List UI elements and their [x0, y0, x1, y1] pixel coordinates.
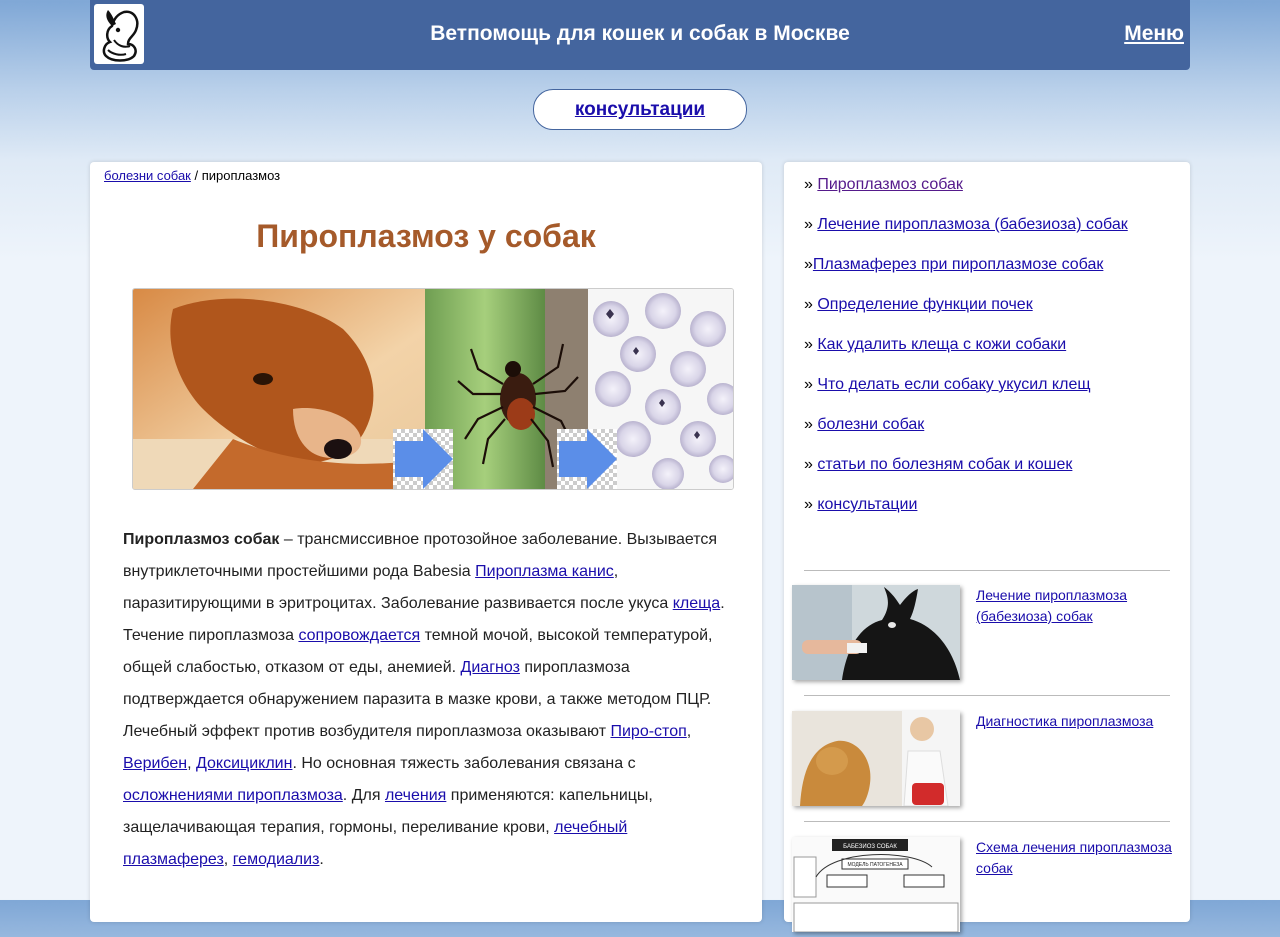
plasmapheresis-link[interactable]: лечебный плазмаферез — [123, 819, 628, 868]
consultations-button[interactable] — [533, 89, 747, 130]
sidebar-link[interactable]: Определение функции почек — [817, 296, 1033, 313]
related-card-link[interactable]: Лечение пироплазмоза (бабезиоза) собак — [976, 587, 1128, 624]
page-title: Пироплазмоз у собак — [256, 218, 596, 254]
article-text-span: . Но основная тяжесть заболевания связана с — [292, 755, 636, 772]
breadcrumb — [104, 168, 280, 183]
article-text-span: , — [187, 755, 197, 772]
sidebar-link[interactable]: Как удалить клеща с кожи собаки — [817, 336, 1067, 353]
sidebar-link[interactable]: Что делать если собаку укусил клещ — [817, 376, 1091, 393]
article-text-span: , паразитирующими в эритроцитах. Заболевание развивается после укуса — [123, 563, 673, 612]
hemodialysis-link[interactable]: гемодиализ — [232, 851, 320, 868]
article-text-span: . — [319, 851, 324, 868]
bullet: » — [804, 216, 818, 233]
arrow-right-icon — [557, 429, 617, 489]
sidebar-link[interactable]: Плазмаферез при пироплазмозе собак — [812, 256, 1104, 273]
breadcrumb-separator: / — [190, 168, 202, 183]
symptoms-link[interactable]: сопровождается — [298, 627, 421, 644]
dog-treatment-thumbnail[interactable] — [792, 585, 960, 680]
article-text-span: . Для — [342, 787, 385, 804]
piroplasma-canis-link[interactable]: Пироплазма канис — [475, 563, 614, 580]
article-lead-term: Пироплазмоз собак — [123, 531, 280, 548]
sidebar-item-plasmapheresis — [804, 252, 1128, 292]
bullet: » — [804, 336, 818, 353]
sidebar-item-consultations — [804, 492, 1128, 532]
breadcrumb-current: пироплазмоз — [201, 168, 281, 183]
sidebar-item-articles — [804, 452, 1128, 492]
related-card-link[interactable]: Схема лечения пироплазмоза собак — [976, 839, 1172, 876]
sidebar-link[interactable]: статьи по болезням собак и кошек — [817, 456, 1073, 473]
article-text-span: пироплазмоза подтверждается обнаружением паразита в мазке крови, а также методом ПЦР. Лечебный эффект против возбудителя пироплазмоза оказывают — [123, 659, 712, 740]
sidebar-item-treatment — [804, 212, 1128, 252]
dog-image — [133, 289, 425, 489]
hero-illustration — [132, 288, 734, 490]
related-card — [792, 711, 1190, 811]
related-card-link[interactable]: Диагностика пироплазмоза — [976, 713, 1154, 729]
piro-stop-link[interactable]: Пиро-стоп — [610, 723, 687, 740]
article-text-span: темной мочой, высокой температурой, общей слабостью, отказом от еды, анемией. — [123, 627, 713, 676]
arrow-right-icon — [393, 429, 453, 489]
article-text-span: , — [223, 851, 233, 868]
sidebar-item-tick-bite — [804, 372, 1128, 412]
sidebar-link[interactable]: Лечение пироплазмоза (бабезиоза) собак — [817, 216, 1128, 233]
bullet: » — [804, 296, 818, 313]
bullet: » — [804, 496, 818, 513]
sidebar-item-dog-diseases — [804, 412, 1128, 452]
bullet: » — [804, 416, 818, 433]
site-header — [90, 0, 1190, 70]
bullet: » — [804, 456, 818, 473]
main-content — [90, 162, 762, 922]
scheme-subtitle: МОДЕЛЬ ПАТОГЕНЕЗА — [847, 862, 903, 868]
article-text — [123, 524, 733, 876]
divider — [804, 695, 1170, 696]
article-text-span: , — [686, 723, 692, 740]
article-text-span: применяются: капельницы, защелачивающая терапия, гормоны, переливание крови, — [123, 787, 653, 836]
article-text-span: . Течение пироплазмоза — [123, 595, 725, 644]
bullet: » — [804, 376, 818, 393]
breadcrumb-parent-link[interactable]: болезни собак — [104, 168, 191, 183]
site-title: Ветпомощь для кошек и собак в Москве — [430, 22, 850, 45]
diagnosis-link[interactable]: Диагноз — [460, 659, 520, 676]
vet-exam-thumbnail[interactable] — [792, 711, 960, 806]
bullet: » — [804, 176, 818, 193]
sidebar-item-remove-tick — [804, 332, 1128, 372]
related-card — [792, 837, 1190, 937]
sidebar-link[interactable]: Пироплазмоз собак — [817, 176, 963, 193]
sidebar-item-piroplasmosis — [804, 172, 1128, 212]
related-card — [792, 585, 1190, 685]
divider — [804, 570, 1170, 571]
sidebar-nav — [804, 172, 1128, 532]
sidebar — [784, 162, 1190, 922]
consultations-link[interactable]: консультации — [574, 99, 706, 120]
sidebar-link[interactable]: болезни собак — [817, 416, 925, 433]
doxycycline-link[interactable]: Доксициклин — [196, 755, 293, 772]
tick-link[interactable]: клеща — [672, 595, 721, 612]
scheme-title: БАБЕЗИОЗ СОБАК — [843, 844, 897, 850]
complications-link[interactable]: осложнениями пироплазмоза — [123, 787, 343, 804]
menu-link[interactable]: Меню — [1124, 22, 1184, 45]
treatment-scheme-thumbnail[interactable] — [792, 837, 960, 932]
sidebar-link[interactable]: консультации — [817, 496, 918, 513]
veriben-link[interactable]: Верибен — [123, 755, 188, 772]
treatment-link[interactable]: лечения — [384, 787, 447, 804]
divider — [804, 821, 1170, 822]
bullet: » — [804, 256, 813, 273]
sidebar-item-kidney — [804, 292, 1128, 332]
article-text-span: – трансмиссивное протозойное заболевание. Вызывается внутриклеточными простейшими рода Babesia — [123, 531, 718, 580]
